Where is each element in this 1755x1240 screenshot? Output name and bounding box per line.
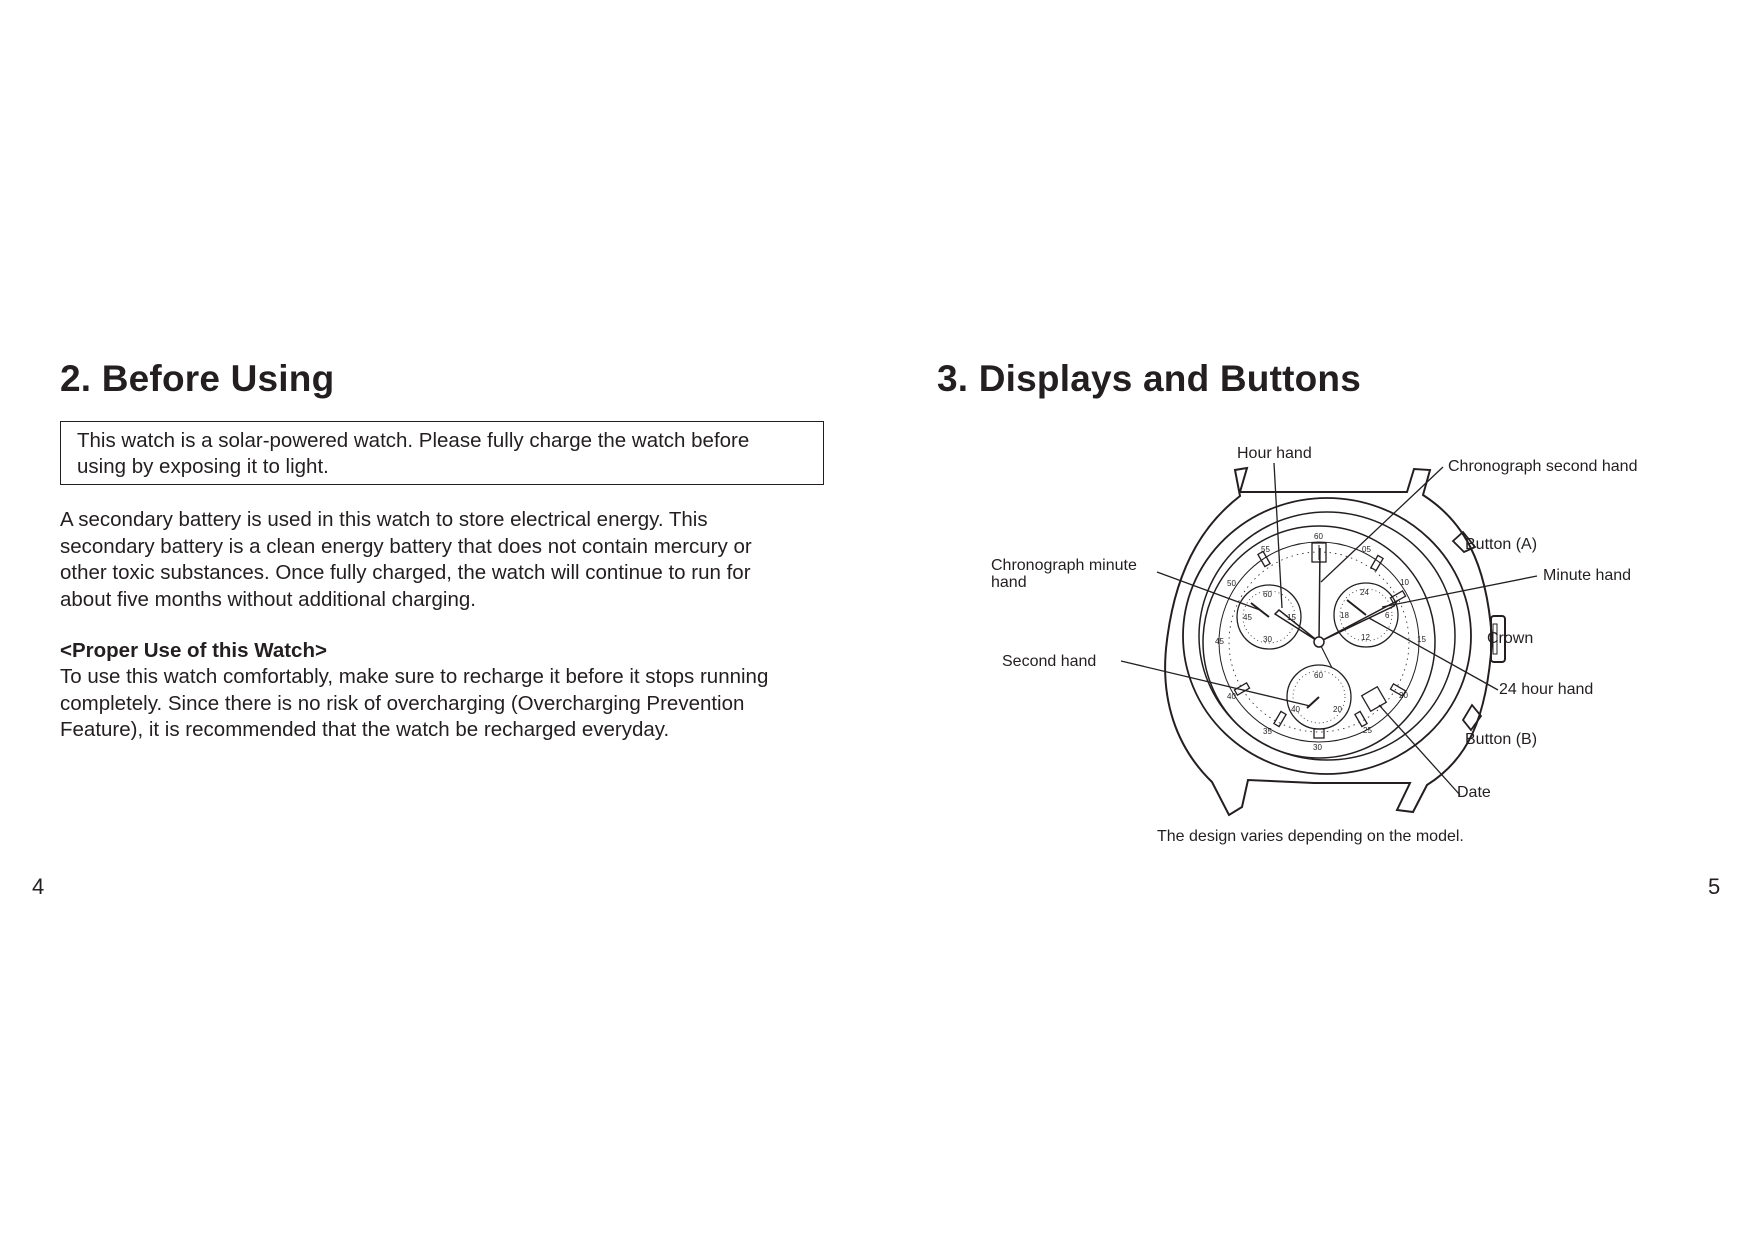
- bezel-number: 50: [1227, 579, 1236, 588]
- right-page: [877, 0, 1755, 1240]
- hour24-hand-shape: [1347, 600, 1366, 615]
- battery-paragraph: [60, 507, 840, 613]
- bezel-outer-ring: [1183, 498, 1471, 774]
- page-number: 5: [1708, 874, 1721, 899]
- label-24-hour-hand: 24 hour hand: [1499, 681, 1594, 698]
- text-line: about five months without additional charging.: [60, 587, 476, 611]
- text-line: completely. Since there is no risk of overcharging (Overcharging Prevention: [60, 691, 745, 715]
- label-second-hand: Second hand: [1002, 653, 1097, 670]
- text-line: other toxic substances. Once fully charged, the watch will continue to run for: [60, 561, 751, 584]
- label-chronograph-second-hand: Chronograph second hand: [1448, 458, 1638, 475]
- bezel-number: 30: [1313, 743, 1322, 752]
- subdial-number: 30: [1263, 635, 1272, 644]
- subdial-number: 60: [1263, 590, 1272, 599]
- subdial-number: 24: [1360, 588, 1369, 597]
- bezel-number: 45: [1215, 637, 1224, 646]
- section-title-before-using: 2. Before Using: [60, 358, 335, 399]
- subdial-number: 45: [1243, 613, 1252, 622]
- left-page: [0, 0, 877, 1240]
- leader-date: [1379, 705, 1460, 795]
- watch-diagram: [877, 0, 1755, 1240]
- label-button-a: Button (A): [1465, 536, 1538, 553]
- label-chronograph-minute-hand-line2: hand: [991, 574, 1027, 591]
- label-crown: Crown: [1487, 630, 1534, 647]
- notice-line: using by exposing it to light.: [77, 455, 329, 478]
- bezel-number: 15: [1417, 635, 1426, 644]
- proper-use-paragraph: [60, 664, 840, 744]
- solar-notice-box: [60, 421, 824, 485]
- bezel-number: 05: [1362, 545, 1371, 554]
- page-number: 4: [32, 874, 45, 899]
- diagram-caption: The design varies depending on the model.: [1157, 828, 1464, 845]
- proper-use-subheading: <Proper Use of this Watch>: [60, 639, 327, 662]
- text-line: To use this watch comfortably, make sure to recharge it before it stops running: [60, 665, 769, 688]
- label-button-b: Button (B): [1465, 731, 1538, 748]
- label-chronograph-minute-hand: Chronograph minute: [991, 557, 1137, 574]
- bezel-number: 10: [1400, 578, 1409, 587]
- text-line: A secondary battery is used in this watch to store electrical energy. This: [60, 508, 708, 531]
- subdial-number: 20: [1333, 705, 1342, 714]
- date-window: [1362, 687, 1387, 712]
- bezel-number: 40: [1227, 692, 1236, 701]
- hour-hand-shape: [1275, 610, 1319, 642]
- bezel-number: 60: [1314, 532, 1323, 541]
- subdial-number: 18: [1340, 611, 1349, 620]
- notice-line: This watch is a solar-powered watch. Please fully charge the watch before: [77, 429, 750, 452]
- subdial-number: 60: [1314, 671, 1323, 680]
- subdial-number: 15: [1287, 613, 1296, 622]
- section-title-displays-buttons: 3. Displays and Buttons: [937, 358, 1362, 399]
- bezel-number: 20: [1399, 691, 1408, 700]
- subdial-number: 12: [1361, 633, 1370, 642]
- subdial-number: 40: [1291, 705, 1300, 714]
- minute-hand-shape: [1319, 601, 1397, 642]
- chrono-second-hand-shape: [1319, 548, 1320, 642]
- text-line: secondary battery is a clean energy battery that does not contain mercury or: [60, 534, 752, 558]
- leader-second-hand: [1121, 661, 1310, 706]
- text-line: Feature), it is recommended that the watch be recharged everyday.: [60, 718, 670, 741]
- label-hour-hand: Hour hand: [1237, 445, 1312, 462]
- bezel-number: 55: [1261, 545, 1270, 554]
- bezel-number: 35: [1263, 727, 1272, 736]
- subdial-number: 6: [1385, 611, 1390, 620]
- label-minute-hand: Minute hand: [1543, 567, 1632, 584]
- bezel-number: 25: [1363, 726, 1372, 735]
- label-date: Date: [1457, 784, 1491, 801]
